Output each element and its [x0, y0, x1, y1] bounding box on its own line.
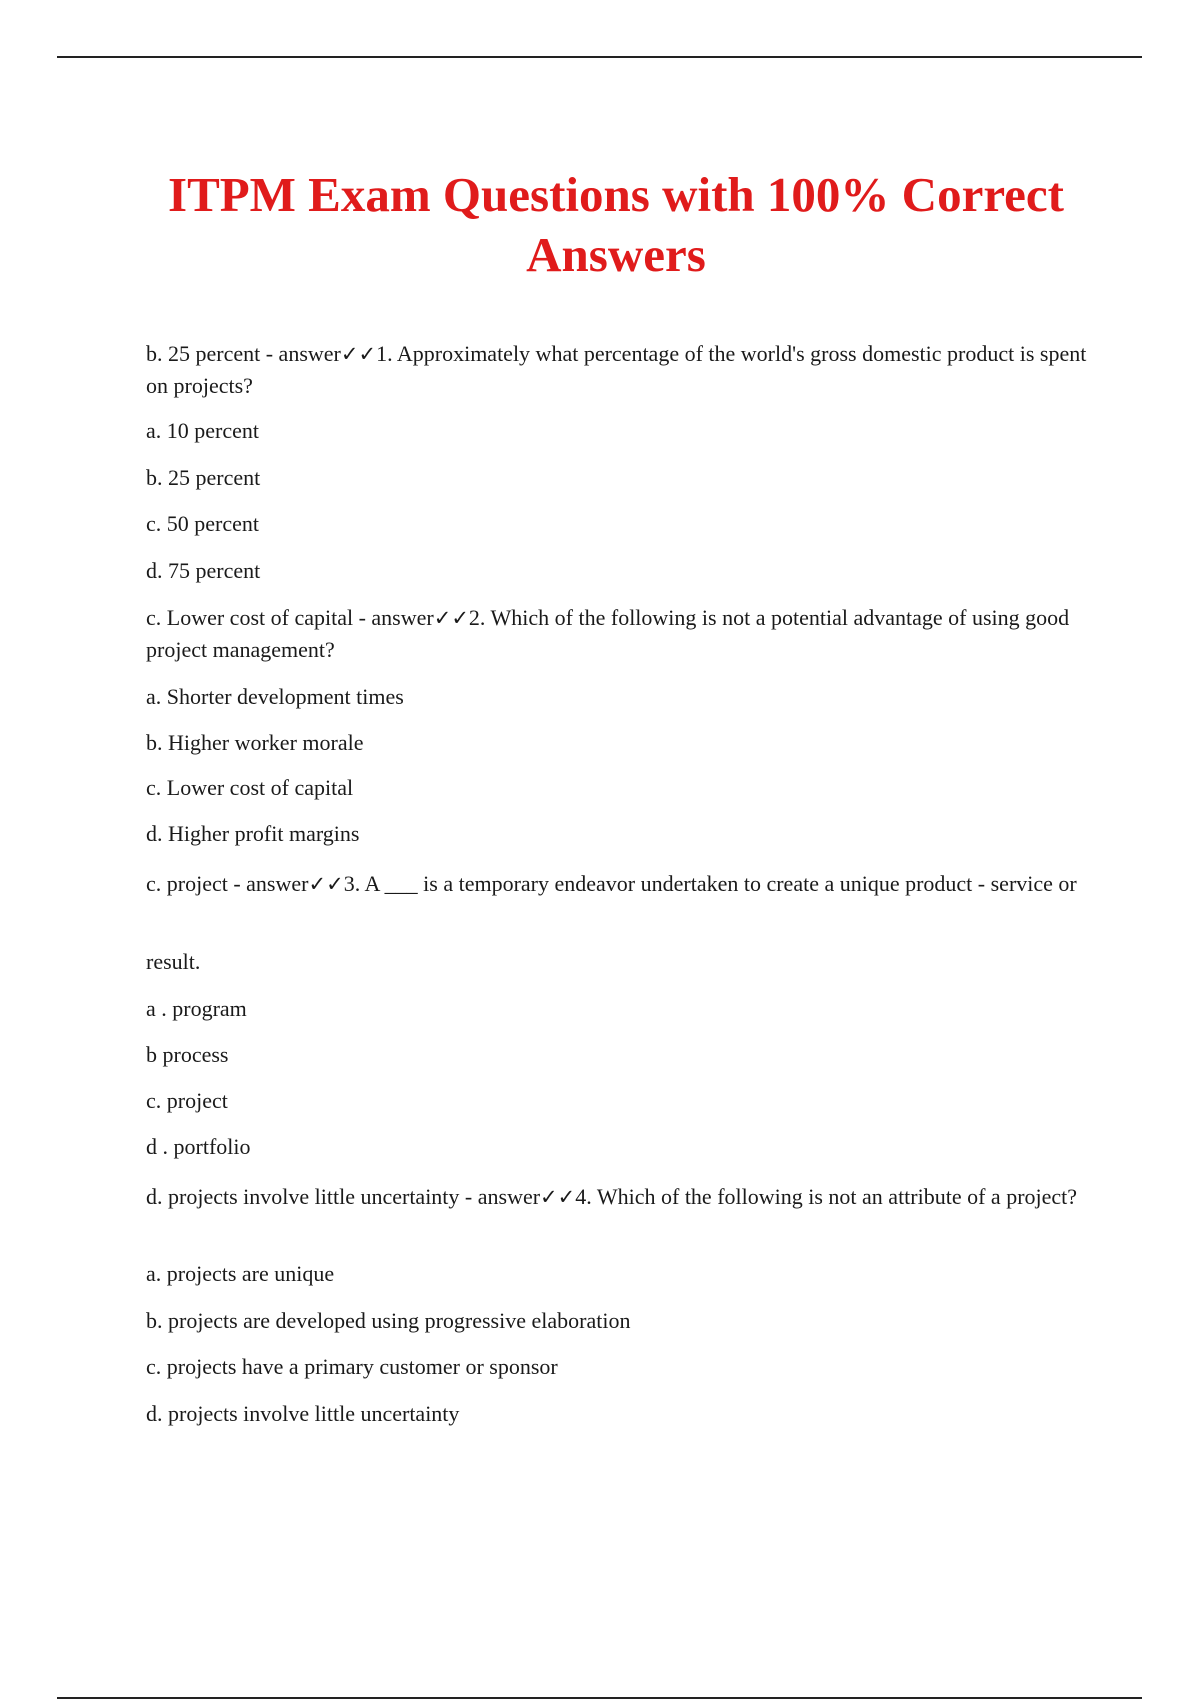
option: a. 10 percent [146, 418, 259, 443]
question-text: 3. A ___ is a temporary endeavor undertaken to create a unique product - service or [343, 871, 1077, 896]
header-rule [57, 56, 1142, 58]
option: c. 50 percent [146, 511, 259, 536]
question-text: 2. Which of the following is not a potential advantage of using good project management? [146, 605, 1070, 662]
check-mark-icon: ✓✓ [540, 1185, 576, 1209]
option: c. Lower cost of capital [146, 775, 354, 800]
question-2 [146, 602, 1096, 665]
title-line-1: ITPM Exam Questions with 100% Correct [168, 167, 1064, 222]
option: d. 75 percent [146, 558, 261, 583]
question-3 [146, 868, 1077, 900]
answer-text: c. project - answer [146, 871, 309, 896]
question-continuation: result. [146, 949, 201, 974]
check-mark-icon: ✓✓ [433, 606, 469, 630]
option: c. project [146, 1088, 228, 1113]
question-text: 4. Which of the following is not an attribute of a project? [575, 1184, 1078, 1209]
question-text: 1. Approximately what percentage of the world's gross domestic product is spent on projects? [146, 341, 1087, 398]
question-1 [146, 338, 1096, 401]
option: a. Shorter development times [146, 684, 404, 709]
option: b. Higher worker morale [146, 730, 364, 755]
footer-rule [57, 1697, 1142, 1699]
answer-text: c. Lower cost of capital - answer [146, 605, 434, 630]
answer-text: b. 25 percent - answer [146, 341, 341, 366]
check-mark-icon: ✓✓ [308, 872, 344, 896]
check-mark-icon: ✓✓ [340, 342, 377, 366]
option: c. projects have a primary customer or sponsor [146, 1354, 558, 1379]
question-4 [146, 1181, 1077, 1213]
option: b. projects are developed using progressive elaboration [146, 1308, 631, 1333]
title-line-2: Answers [526, 227, 706, 282]
option: d. Higher profit margins [146, 821, 360, 846]
document-title [0, 165, 1200, 285]
option: d. projects involve little uncertainty [146, 1401, 460, 1426]
option: b process [146, 1042, 229, 1067]
answer-text: d. projects involve little uncertainty - answer [146, 1184, 541, 1209]
option: d . portfolio [146, 1134, 251, 1159]
option: a. projects are unique [146, 1261, 335, 1286]
option: b. 25 percent [146, 465, 261, 490]
option: a . program [146, 996, 247, 1021]
